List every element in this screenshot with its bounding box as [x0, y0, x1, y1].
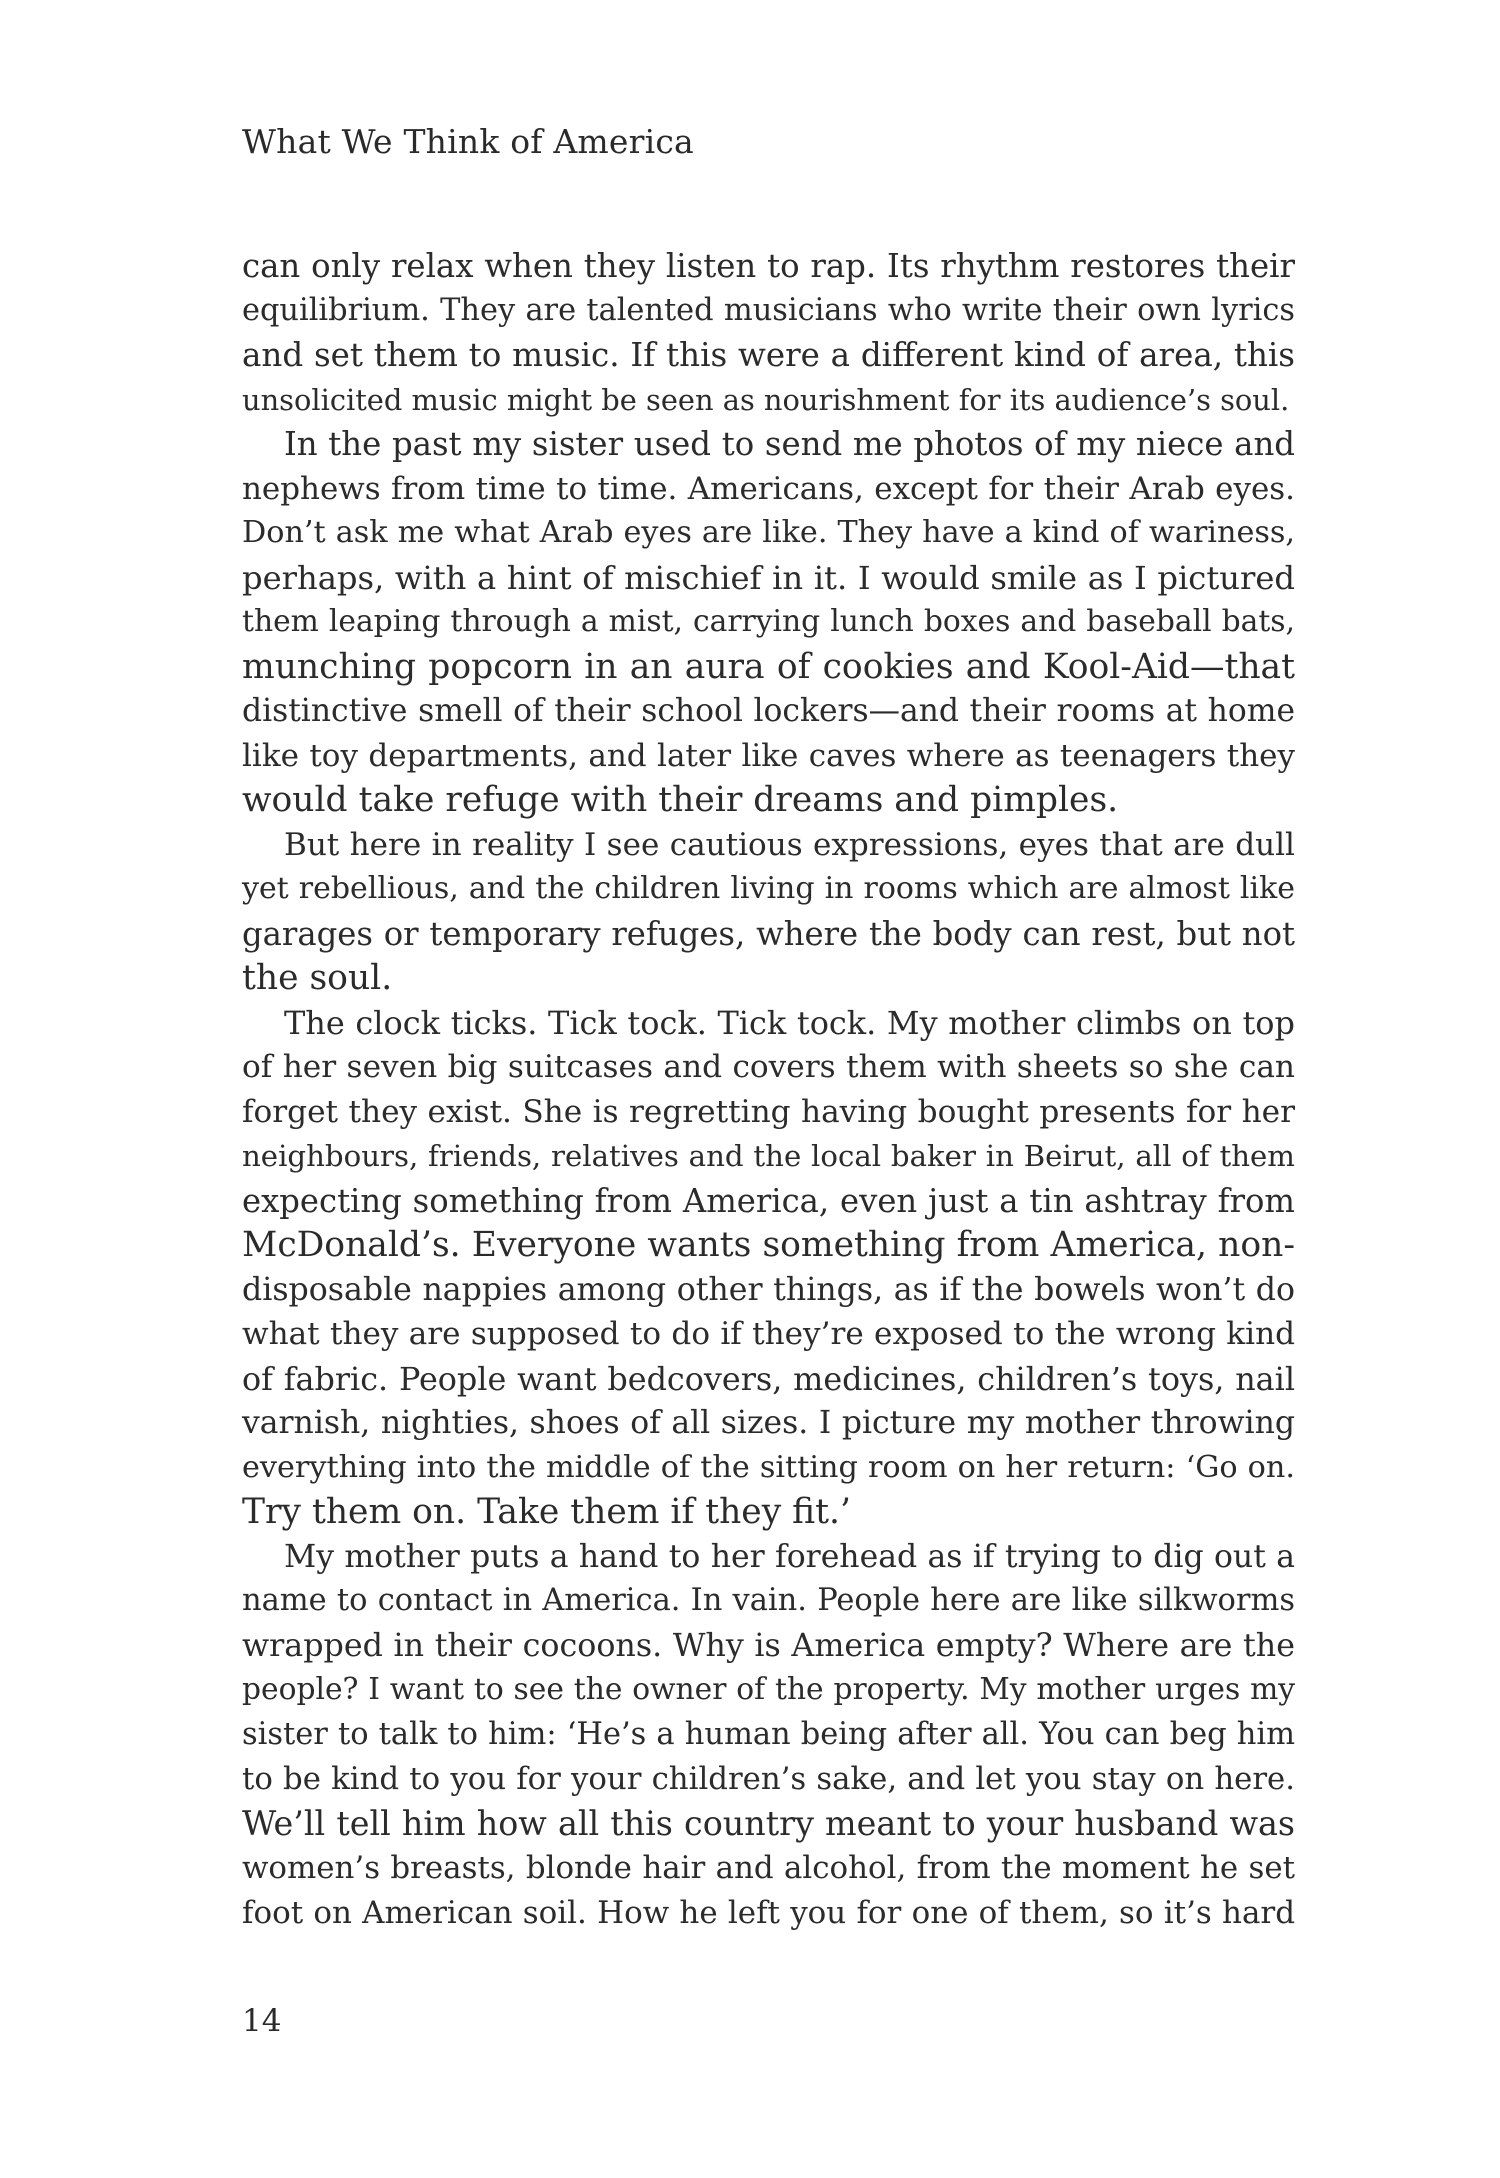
- text-line: But here in reality I see cautious expressions, eyes that are dull: [284, 826, 1295, 863]
- running-head: What We Think of America: [242, 122, 694, 161]
- text-line: foot on American soil. How he left you for one of them, so it’s hard: [242, 1894, 1295, 1931]
- text-line: The clock ticks. Tick tock. Tick tock. My mother climbs on top: [284, 1003, 1295, 1042]
- text-line: everything into the middle of the sitting room on her return: ‘Go on.: [242, 1449, 1295, 1485]
- text-line: expecting something from America, even just a tin ashtray from: [242, 1181, 1295, 1220]
- page-number: 14: [242, 2003, 282, 2039]
- text-line: women’s breasts, blonde hair and alcohol, from the moment he set: [242, 1850, 1295, 1886]
- text-line: what they are supposed to do if they’re exposed to the wrong kind: [242, 1316, 1295, 1352]
- text-line: Don’t ask me what Arab eyes are like. They have a kind of wariness,: [242, 515, 1295, 550]
- text-line: My mother puts a hand to her forehead as if trying to dig out a: [284, 1538, 1295, 1575]
- text-line: wrapped in their cocoons. Why is America empty? Where are the: [242, 1627, 1295, 1664]
- text-line: and set them to music. If this were a different kind of area, this: [242, 336, 1295, 374]
- text-line: garages or temporary refuges, where the body can rest, but not: [242, 914, 1295, 953]
- text-line: yet rebellious, and the children living in rooms which are almost like: [242, 871, 1295, 906]
- text-line: perhaps, with a hint of mischief in it. I would smile as I pictured: [242, 558, 1295, 597]
- text-line: munching popcorn in an aura of cookies and Kool-Aid—that: [242, 646, 1295, 687]
- text-line: the soul.: [242, 958, 393, 998]
- text-line: neighbours, friends, relatives and the local baker in Beirut, all of them: [242, 1139, 1295, 1173]
- text-line: would take refuge with their dreams and pimples.: [242, 780, 1119, 820]
- text-line: We’ll tell him how all this country meant to your husband was: [242, 1803, 1295, 1843]
- body-text: [242, 244, 1295, 1935]
- text-line: varnish, nighties, shoes of all sizes. I picture my mother throwing: [242, 1405, 1295, 1441]
- text-line: people? I want to see the owner of the property. My mother urges my: [242, 1672, 1295, 1707]
- text-line: nephews from time to time. Americans, except for their Arab eyes.: [242, 470, 1295, 507]
- text-line: McDonald’s. Everyone wants something from America, non-: [242, 1225, 1295, 1265]
- text-line: equilibrium. They are talented musicians who write their own lyrics: [242, 292, 1295, 328]
- text-line: disposable nappies among other things, as if the bowels won’t do: [242, 1271, 1295, 1308]
- text-line: of her seven big suitcases and covers them with sheets so she can: [242, 1049, 1295, 1085]
- text-line: of fabric. People want bedcovers, medicines, children’s toys, nail: [242, 1359, 1295, 1398]
- text-line: like toy departments, and later like caves where as teenagers they: [242, 737, 1295, 774]
- text-line: distinctive smell of their school lockers—and their rooms at home: [242, 693, 1295, 729]
- text-line: to be kind to you for your children’s sake, and let you stay on here.: [242, 1761, 1295, 1797]
- text-line: In the past my sister used to send me photos of my niece and: [284, 425, 1295, 463]
- text-line: sister to talk to him: ‘He’s a human being after all. You can beg him: [242, 1716, 1295, 1752]
- text-line: can only relax when they listen to rap. Its rhythm restores their: [242, 247, 1295, 285]
- text-line: forget they exist. She is regretting having bought presents for her: [242, 1093, 1295, 1130]
- text-line: them leaping through a mist, carrying lunch boxes and baseball bats,: [242, 604, 1295, 639]
- text-line: Try them on. Take them if they fit.’: [242, 1492, 851, 1532]
- text-line: name to contact in America. In vain. People here are like silkworms: [242, 1583, 1295, 1618]
- text-line: unsolicited music might be seen as nourishment for its audience’s soul.: [242, 382, 1290, 417]
